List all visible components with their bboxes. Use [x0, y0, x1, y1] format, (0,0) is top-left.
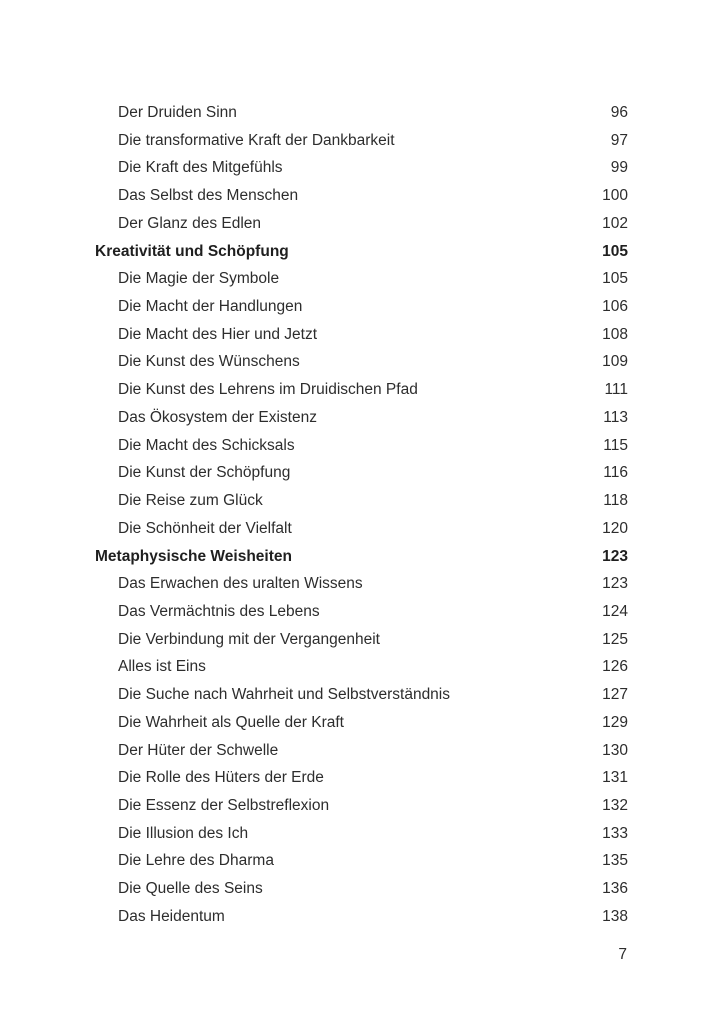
toc-entry-title: Der Glanz des Edlen — [118, 214, 262, 232]
toc-entry-page: 131 — [602, 769, 628, 787]
toc-entry-item — [95, 210, 628, 238]
toc-entry-item — [95, 265, 628, 293]
toc-entry-page: 126 — [602, 658, 628, 676]
toc-entry-page: 138 — [602, 907, 628, 925]
toc-entry-page: 127 — [602, 686, 628, 704]
toc-entry-title: Die Kraft des Mitgefühls — [118, 159, 283, 177]
toc-entry-page: 132 — [602, 796, 628, 814]
toc-entry-item — [95, 487, 628, 515]
toc-entry-page: 113 — [603, 408, 628, 426]
toc-entry-item — [95, 321, 628, 349]
toc-entry-item — [95, 820, 628, 848]
toc-entry-item — [95, 404, 628, 432]
toc-entry-title: Das Heidentum — [118, 907, 225, 925]
toc-entry-title: Die Lehre des Dharma — [118, 852, 274, 870]
toc-entry-item — [95, 653, 628, 681]
toc-entry-page: 97 — [610, 131, 628, 149]
toc-entry-item — [95, 515, 628, 543]
toc-entry-item — [95, 459, 628, 487]
toc-entry-item — [95, 432, 628, 460]
toc-entry-item — [95, 99, 628, 127]
toc-entry-page: 124 — [602, 602, 628, 620]
toc-entry-page: 105 — [602, 270, 628, 288]
toc-entry-item — [95, 154, 628, 182]
toc-entry-item — [95, 903, 628, 931]
toc-entry-page: 96 — [610, 104, 628, 121]
toc-entry-title: Die Rolle des Hüters der Erde — [118, 769, 324, 787]
toc-entry-section — [95, 238, 628, 266]
toc-entry-title: Die Schönheit der Vielfalt — [118, 519, 292, 537]
toc-entry-page: 125 — [602, 630, 628, 648]
toc-entry-item — [95, 570, 628, 598]
toc-entry-item — [95, 598, 628, 626]
toc-entry-title: Das Vermächtnis des Lebens — [118, 602, 320, 620]
toc-entry-item — [95, 792, 628, 820]
toc-entry-page: 109 — [602, 353, 628, 371]
toc-entry-item — [95, 875, 628, 903]
toc-entry-item — [95, 127, 628, 155]
toc-entry-item — [95, 182, 628, 210]
toc-entry-item — [95, 847, 628, 875]
toc-entry-item — [95, 376, 628, 404]
toc-entry-page: 120 — [602, 519, 628, 537]
toc-entry-title: Die Reise zum Glück — [118, 492, 263, 510]
toc-entry-page: 111 — [604, 381, 628, 399]
toc-entry-title: Kreativität und Schöpfung — [95, 242, 289, 260]
toc-entry-page: 108 — [602, 325, 628, 343]
toc-entry-title: Die Kunst des Wünschens — [118, 353, 300, 371]
toc-entry-item — [95, 681, 628, 709]
toc-entry-item — [95, 348, 628, 376]
toc-entry-page: 130 — [602, 741, 628, 759]
toc-entry-title: Die Magie der Symbole — [118, 270, 280, 288]
toc-entry-title: Alles ist Eins — [118, 658, 206, 676]
toc-entry-title: Die Illusion des Ich — [118, 824, 249, 842]
toc-entry-page: 115 — [603, 436, 628, 454]
toc-entry-title: Die Suche nach Wahrheit und Selbstverständnis — [118, 686, 451, 704]
toc-entry-page: 102 — [602, 214, 628, 232]
toc-entry-title: Die Verbindung mit der Vergangenheit — [118, 630, 380, 648]
toc-entry-title: Die Quelle des Seins — [118, 880, 263, 898]
toc-entry-page: 123 — [602, 547, 628, 565]
toc-entry-item — [95, 737, 628, 765]
toc-entry-page: 116 — [603, 464, 628, 482]
toc-entry-title: Die Macht des Hier und Jetzt — [118, 325, 318, 343]
toc-entry-title: Die Essenz der Selbstreflexion — [118, 796, 330, 814]
toc-entry-page: 136 — [602, 880, 628, 898]
toc-entry-title: Die Wahrheit als Quelle der Kraft — [118, 713, 344, 731]
toc-entry-page: 118 — [603, 492, 628, 510]
toc-entry-title: Die Macht der Handlungen — [118, 298, 303, 316]
toc-entry-page: 106 — [602, 298, 628, 316]
toc-entry-page: 129 — [602, 713, 628, 731]
toc-entry-title: Das Erwachen des uralten Wissens — [118, 575, 363, 593]
toc-entry-title: Der Druiden Sinn — [118, 104, 237, 121]
toc-entry-title: Die Kunst der Schöpfung — [118, 464, 291, 482]
toc-entry-title: Die Macht des Schicksals — [118, 436, 295, 454]
toc-entry-page: 135 — [602, 852, 628, 870]
toc-entry-item — [95, 626, 628, 654]
toc-entry-page: 99 — [610, 159, 628, 177]
toc-entry-title: Der Hüter der Schwelle — [118, 741, 279, 759]
toc-entry-page: 105 — [602, 242, 628, 260]
page-number-footer: 7 — [618, 946, 627, 963]
toc-entry-page: 100 — [602, 187, 628, 205]
toc-entry-title: Die Kunst des Lehrens im Druidischen Pfad — [118, 381, 418, 399]
toc-entry-item — [95, 293, 628, 321]
toc-entry-page: 133 — [602, 824, 628, 842]
toc-entry-item — [95, 764, 628, 792]
toc-entry-page: 123 — [602, 575, 628, 593]
table-of-contents — [95, 99, 628, 931]
toc-entry-section — [95, 543, 628, 571]
toc-entry-item — [95, 709, 628, 737]
toc-entry-title: Das Selbst des Menschen — [118, 187, 299, 205]
toc-entry-title: Metaphysische Weisheiten — [95, 547, 292, 565]
toc-entry-title: Die transformative Kraft der Dankbarkeit — [118, 131, 395, 149]
toc-entry-title: Das Ökosystem der Existenz — [118, 408, 317, 426]
